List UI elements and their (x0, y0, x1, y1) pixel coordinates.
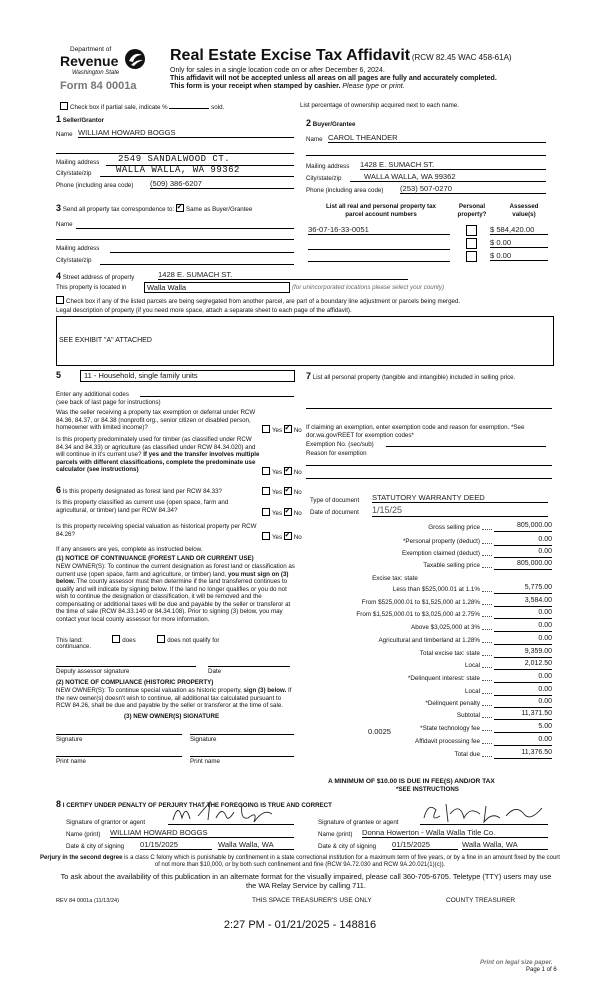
seller-mail[interactable]: 2549 SANDALWOOD CT. (106, 154, 294, 166)
s6-q2-answer: Yes ✓ No (262, 508, 302, 518)
buyer-city[interactable]: WALLA WALLA, WA 99362 (350, 172, 546, 182)
section-7-heading: 7 List all personal property (tangible and intangible) included in selling price. (306, 371, 516, 381)
buyer-name-line-2[interactable] (306, 150, 546, 156)
grantee-date[interactable]: 01/15/2025 (392, 840, 458, 850)
deputy-date-label: Date (208, 668, 222, 675)
grantee-signature-label: Signature of grantee or agent (318, 819, 399, 826)
tax-row-value[interactable]: 0.00 (494, 609, 552, 619)
additional-codes-input[interactable] (140, 391, 294, 397)
parcel-number-2[interactable] (308, 244, 450, 250)
tax-row-leader (482, 616, 492, 617)
doc-date-label: Date of document (310, 509, 359, 516)
tax-row-value[interactable]: 0.00 (494, 698, 552, 708)
grantor-signature-label: Signature of grantor or agent (66, 819, 146, 826)
s6-question-1: 6 Is this property designated as forest land per RCW 84.33? (56, 485, 222, 495)
tax-row-leader (482, 642, 492, 643)
buyer-mail[interactable]: 1428 E. SUMACH ST. (360, 160, 546, 170)
s3-city-label: City/state/zip (56, 257, 92, 264)
owner-signature-line-2[interactable] (190, 732, 294, 735)
owner-signature-label-2: Signature (190, 736, 217, 743)
land-use-code[interactable]: 11 - Household, single family units (80, 370, 295, 382)
s6-q3-yes-checkbox[interactable] (262, 532, 270, 540)
subtitle-1: Only for sales in a single location code on or after December 6, 2024. (170, 67, 385, 74)
personal-checkbox-2[interactable] (466, 238, 477, 249)
same-as-buyer-checkbox[interactable] (176, 204, 184, 212)
exemption-instructions: If claiming an exemption, enter exemption code and reason for exemption. *See dor.wa.gov/REET for exemption codes* (306, 424, 525, 439)
tax-row-value[interactable]: 0.00 (494, 548, 552, 558)
partial-sale-checkbox[interactable] (60, 102, 68, 110)
s6-q1-no-checkbox[interactable] (284, 487, 292, 495)
tax-row-leader (482, 629, 492, 630)
reason-line-1[interactable] (306, 463, 552, 466)
seller-city-label: City/state/zip (56, 170, 92, 177)
grantor-name[interactable]: WILLIAM HOWARD BOGGS (110, 828, 294, 838)
subtitle-3: This form is your receipt when stamped by cashier. Please type or print. (170, 83, 405, 90)
see-instructions: *SEE INSTRUCTIONS (396, 786, 459, 793)
s3-name-line-2[interactable] (56, 234, 294, 240)
buyer-mail-label: Mailing address (306, 163, 350, 170)
list-percentage-note: List percentage of ownership acquired next to each name. (300, 102, 459, 109)
tax-row-leader (482, 730, 492, 731)
county-treasurer: COUNTY TREASURER (446, 897, 516, 904)
perjury-notice: Perjury in the second degree is a class C felony which is punishable by confinement in a state correctional institution for a maximum term of five years, or by a fine in an amount fixed by the court of not more than $10,000, or by both such confinement and fine (RCW 9A.72.030 and RCW 9A.20.021(1)(c)). (40, 855, 560, 869)
tax-row-value[interactable]: 2,012.50 (494, 660, 552, 670)
s6-question-2: Is this property classified as current use (open space, farm and agricultural, or timber) land per RCW 84.34? (56, 499, 229, 514)
owner-print-label-1: Print name (56, 758, 86, 765)
assessed-value-1[interactable]: $ 584,420.00 (490, 225, 548, 235)
tax-row-label: Subtotal (456, 712, 480, 719)
land-does-not-checkbox[interactable] (157, 635, 165, 643)
continuance-text: continuance. (56, 643, 92, 650)
s5-q1-yes-checkbox[interactable] (262, 425, 270, 433)
segregate-checkbox[interactable] (56, 296, 64, 304)
tax-row-leader (482, 604, 492, 605)
grantee-name[interactable]: Donna Howerton - Walla Walla Title Co. (362, 828, 548, 838)
certification: 8 I CERTIFY UNDER PENALTY OF PERJURY THAT THE FOREGOING IS TRUE AND CORRECT (56, 799, 332, 809)
form-number: Form 84 0001a (60, 80, 137, 92)
notice-2-title: (2) NOTICE OF COMPLIANCE (HISTORIC PROPERTY) (56, 679, 214, 686)
personal-property-header: Personal property? (457, 203, 487, 218)
located-note: (for unincorporated locations please select your county) (292, 284, 445, 291)
s6-if-any: If any answers are yes, complete as instructed below. (56, 546, 203, 553)
seller-name[interactable]: WILLIAM HOWARD BOGGS (78, 128, 294, 138)
form-title: Real Estate Excise Tax Affidavit (RCW 82.45 WAC 458-61A) (170, 47, 512, 64)
reason-label: Reason for exemption (306, 450, 367, 457)
exemption-no-label: Exemption No. (sec/sub) (306, 441, 374, 448)
s6-q3-no-checkbox[interactable] (284, 532, 292, 540)
buyer-name[interactable]: CAROL THEANDER (328, 133, 546, 143)
seller-city[interactable]: WALLA WALLA, WA 99362 (100, 165, 294, 177)
grantee-signature[interactable] (420, 814, 548, 825)
tax-row-leader (482, 567, 492, 568)
tax-row-leader (482, 655, 492, 656)
tax-row-label: Taxable selling price (423, 562, 480, 569)
street-address[interactable]: 1428 E. SUMACH ST. (158, 270, 408, 280)
notice-1-title: (1) NOTICE OF CONTINUANCE (FOREST LAND OR CURRENT USE) (56, 555, 254, 562)
local-rate: 0.0025 (368, 727, 391, 736)
legal-description-box[interactable] (56, 316, 554, 366)
owner-print-label-2: Print name (190, 758, 220, 765)
receipt-stamp: 2:27 PM - 01/21/2025 - 148816 (223, 919, 377, 931)
s5-q2-yes-checkbox[interactable] (262, 467, 270, 475)
tax-row-leader (482, 667, 492, 668)
s5-q2-answer: Yes ✓ No (262, 467, 302, 477)
legal-paper-note: Print on legal size paper. (480, 959, 553, 966)
legal-description-label: Legal description of property (if you need more space, attach a separate sheet to each page of the affidavit). (56, 307, 352, 314)
tax-row-label: Local (464, 662, 480, 669)
seller-phone[interactable]: (509) 386-6207 (150, 179, 294, 189)
s5-question-2: Is this property predominately used for timber (as classified under RCW 84.34 and 84.33) or agriculture (as classified under RCW 84.34.020) and will continue in it's current use? If yes and the transfer involves multiple parcels with different classifications, complete the predominate use calculator (see instructions) (56, 436, 260, 474)
notice-1-text: NEW OWNER(S): To continue the current designation as forest land or classification as current use (open space, farm and agriculture, or timber) land, you must sign on (3) below. The county assessor must then determine if the land transferred continues to qualify and will indicate by signing below. If the land no longer qualifies or you do not wish to continue the designation or classification, it will be removed and the compensating or additional taxes will be due and payable by the seller or transferor at the time of sale (RCW 84.33.140 or 84.34.108). Prior to signing (3) below, you may contact your local county assessor for more information. (56, 563, 295, 623)
tax-row-label: *State technology fee (420, 725, 480, 732)
exemption-no-input[interactable] (386, 442, 546, 447)
buyer-phone-label: Phone (including area code) (306, 187, 384, 194)
assessed-value-2[interactable]: $ 0.00 (490, 238, 548, 248)
grantor-date[interactable]: 01/15/2025 (140, 840, 212, 850)
tax-row-value[interactable]: 0.00 (494, 686, 552, 696)
personal-checkbox-3[interactable] (466, 251, 477, 262)
parcel-number-1[interactable]: 36-07-16-33-0051 (308, 225, 450, 235)
tax-row-label: Excise tax: state (372, 575, 418, 582)
revenue-swirl-icon (124, 48, 146, 70)
segregate-row: Check box if any of the listed parcels are being segregated from another parcel, are part of a boundary line adjustment or parcels being merged. (56, 296, 556, 306)
location-select[interactable]: Walla Walla (144, 282, 290, 293)
tax-row-label: Local (464, 688, 480, 695)
s5-q2-no-checkbox[interactable] (284, 467, 292, 475)
tax-row-leader (482, 529, 492, 530)
tax-row-label: *Personal property (deduct) (402, 538, 480, 545)
reason-line-2[interactable] (306, 476, 552, 479)
rev-number: REV 84 0001a (11/13/24) (56, 898, 120, 904)
minimum-due-note: A MINIMUM OF $10.00 IS DUE IN FEE(S) AND/OR TAX (328, 778, 495, 785)
doc-type-label: Type of document (310, 497, 360, 504)
tax-row-value[interactable]: 0.00 (494, 635, 552, 645)
tax-row-label: From $525,000.01 to $1,525,000 at 1.28% (361, 599, 480, 606)
tax-row-value[interactable]: 805,000.00 (494, 522, 552, 532)
s5-q1-answer: Yes ✓ No (262, 425, 302, 435)
owner-signature-line-1[interactable] (56, 732, 182, 735)
tax-row-leader (482, 717, 492, 718)
partial-sale: Check box if partial sale, indicate % sold. (60, 102, 224, 112)
tax-row-value[interactable]: 0.00 (494, 536, 552, 546)
tax-row-leader (482, 743, 492, 744)
tax-row-leader (482, 555, 492, 556)
tax-row-value[interactable]: 9,359.00 (494, 648, 552, 658)
tax-row-value[interactable]: 805,000.00 (494, 560, 552, 570)
tax-row-leader (482, 705, 492, 706)
seller-mail-label: Mailing address (56, 159, 100, 166)
s6-question-3: Is this property receiving special valuation as historical property per RCW 84.26? (56, 523, 257, 538)
assessed-value-3[interactable]: $ 0.00 (490, 251, 548, 261)
s5-q1-no-checkbox[interactable] (284, 425, 292, 433)
tax-row-leader (482, 591, 492, 592)
s3-mail-label: Mailing address (56, 245, 100, 252)
tax-row-label: Exemption claimed (deduct) (401, 550, 480, 557)
owner-signature-label-1: Signature (56, 736, 83, 743)
tax-row-label: Gross selling price (428, 524, 480, 531)
s3-city[interactable] (100, 259, 294, 265)
notice-2-text: NEW OWNER(S): To continue special valuation as historic property, sign (3) below. If the new owner(s) doesn't wish to continue, all additional tax calculated pursuant to RCW 84.26, shall be due and payable by the seller or transferor at the time of sale. (56, 687, 292, 710)
grantor-date-label: Date & city of signing (66, 843, 125, 850)
parcel-list-header: List all real and personal property tax parcel account numbers (325, 203, 437, 218)
s3-mail[interactable] (110, 247, 294, 253)
tax-row-value[interactable]: 5,775.00 (494, 584, 552, 594)
this-land-row: This land: does does not qualify for (56, 637, 220, 644)
subtitle-2: This affidavit will not be accepted unless all areas on all pages are fully and accurately completed. (170, 75, 497, 82)
tax-row-value[interactable]: 5.00 (494, 723, 552, 733)
s6-q3-answer: Yes ✓ No (262, 532, 302, 542)
parcel-number-3[interactable] (308, 256, 450, 262)
tax-row-label: Total excise tax: state (419, 650, 480, 657)
land-does-checkbox[interactable] (112, 635, 120, 643)
s6-q1-yes-checkbox[interactable] (262, 487, 270, 495)
legal-description-value: SEE EXHIBIT "A" ATTACHED (59, 337, 152, 344)
tax-row-leader (482, 756, 492, 757)
s3-name[interactable] (76, 223, 294, 229)
grantee-date-label: Date & city of signing (318, 843, 377, 850)
tax-row-label: *Delinquent penalty (425, 700, 480, 707)
treasurer-use: THIS SPACE TREASURER'S USE ONLY (252, 897, 372, 904)
doc-type[interactable]: STATUTORY WARRANTY DEED (372, 493, 548, 503)
owner-print-line-2[interactable] (190, 754, 294, 757)
s6-q1-answer: Yes ✓ No (262, 487, 302, 497)
section-4-street: 4 Street address of property (56, 271, 135, 281)
s5-question-1: Was the seller receiving a property tax exemption or deferral under RCW 84.36, 84.37, or 84.38 (nonprofit org., senior citizen or disabled person, homeowner with limited income)? (56, 409, 256, 432)
seller-phone-label: Phone (including area code) (56, 182, 134, 189)
tax-row-label: Total due (454, 751, 480, 758)
s3-name-label: Name (56, 221, 73, 228)
section-1-heading: 1 Seller/Grantor (56, 114, 105, 124)
grantee-signature-scribble (420, 800, 548, 826)
grantor-signature-scribble (168, 800, 294, 826)
section-2-heading: 2 Buyer/Grantee (306, 118, 356, 128)
alternate-format-notice: To ask about the availability of this publication in an alternate format for the visually impaired, please call 360-705-6705. Teletype (TTY) users may use the WA Relay Service by calling 711. (60, 872, 552, 891)
grantee-city[interactable]: Walla Walla, WA (462, 840, 548, 850)
tax-row-label: Less than $525,000.01 at 1.1% (392, 586, 480, 593)
grantor-city[interactable]: Walla Walla, WA (218, 840, 294, 850)
doc-date[interactable]: 1/15/25 (372, 505, 548, 517)
s6-q2-no-checkbox[interactable] (284, 508, 292, 516)
deputy-signature-label: Deputy assessor signature (56, 668, 130, 675)
state-text: Washington State (72, 70, 120, 76)
section-5-number: 5 (56, 370, 62, 380)
tax-row-label: Above $3,025,000 at 3% (411, 624, 480, 631)
buyer-phone[interactable]: (253) 507-0270 (400, 184, 546, 194)
tax-row-value[interactable]: 0.00 (494, 736, 552, 746)
personal-checkbox-1[interactable] (466, 225, 477, 236)
tax-calculation (300, 518, 554, 788)
tax-row-value[interactable]: 3,584.00 (494, 597, 552, 607)
tax-row-label: *Delinquent interest: state (407, 675, 480, 682)
buyer-city-label: City/state/zip (306, 175, 342, 182)
buyer-name-label: Name (306, 136, 323, 143)
personal-property-line[interactable] (306, 406, 552, 409)
deputy-signature-line[interactable] (56, 664, 196, 667)
tax-row-leader (482, 693, 492, 694)
seller-name-label: Name (56, 131, 73, 138)
notice-3-title: (3) NEW OWNER(S) SIGNATURE (124, 713, 220, 720)
grantee-name-label: Name (print) (318, 831, 353, 838)
seller-name-line-2[interactable] (56, 147, 294, 154)
s6-q2-yes-checkbox[interactable] (262, 508, 270, 516)
tax-row-value[interactable]: 11,371.50 (494, 710, 552, 720)
tax-row-label: From $1,525,000.01 to $3,025,000 at 2.75% (356, 611, 480, 618)
tax-row-value[interactable]: 0.00 (494, 622, 552, 632)
deputy-date-line[interactable] (208, 664, 290, 667)
located-label: This property is located in (56, 284, 127, 291)
tax-row-value[interactable]: 11,376.50 (494, 749, 552, 759)
tax-row-leader (482, 680, 492, 681)
tax-row-label: Affidavit processing fee (415, 738, 480, 745)
grantor-name-label: Name (print) (66, 831, 101, 838)
grantor-signature[interactable] (168, 814, 294, 825)
section-3-heading: 3 Send all property tax correspondence to: ✓ Same as Buyer/Grantee (56, 203, 252, 214)
tax-row-value[interactable]: 0.00 (494, 673, 552, 683)
page-number: Page 1 of 6 (526, 967, 557, 973)
tax-row-label: Agricultural and timberland at 1.28% (378, 637, 480, 644)
owner-print-line-1[interactable] (56, 754, 182, 757)
additional-codes-label: Enter any additional codes (56, 391, 129, 398)
revenue-text: Revenue (60, 53, 119, 69)
assessed-value-header: Assessed value(s) (509, 203, 539, 218)
dept-text: Department of (70, 46, 112, 53)
tax-row-leader (482, 543, 492, 544)
see-back-note: (see back of last page for instructions) (56, 399, 161, 406)
